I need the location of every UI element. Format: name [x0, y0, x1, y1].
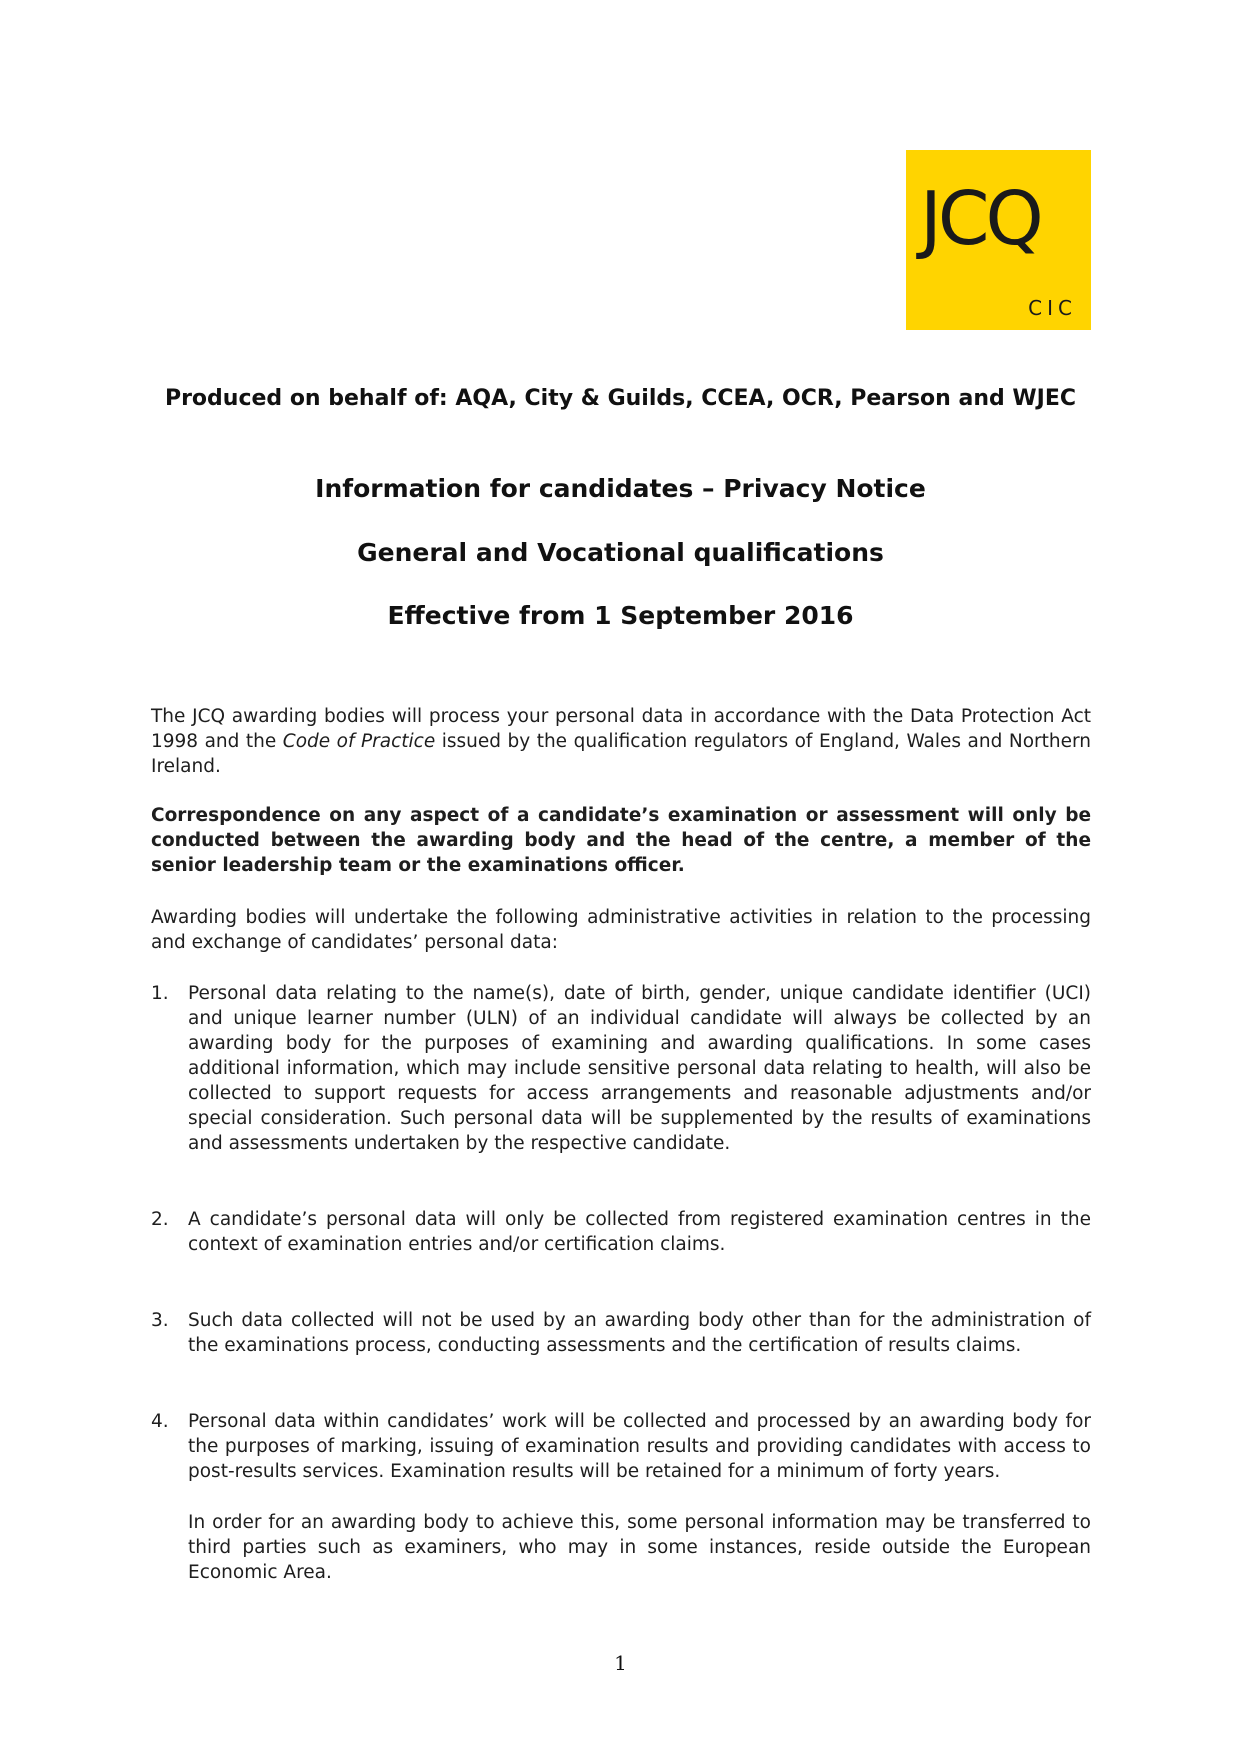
document-subtitle: General and Vocational qualifications: [357, 538, 884, 567]
correspondence-paragraph: Correspondence on any aspect of a candidate’s examination or assessment will only be conducted between the awarding body and the head of the centre, a member of the senior leadership team or the examinations officer.: [151, 805, 1091, 876]
activities-intro-paragraph: Awarding bodies will undertake the following administrative activities in relation to the processing and exchange of candidates’ personal data:: [151, 907, 1091, 953]
jcq-logo: [906, 150, 1091, 330]
list-item-text: A candidate’s personal data will only be collected from registered examination centres in the context of examination entries and/or certification claims.: [188, 1209, 1091, 1255]
effective-date: Effective from 1 September 2016: [387, 601, 854, 630]
list-item-text: Personal data relating to the name(s), date of birth, gender, unique candidate identifier (UCI) and unique learner number (ULN) of an individual candidate will always be collected by an awarding body for the purposes of examining and awarding qualifications. In some cases additional information, which may include sensitive personal data relating to health, will also be collected to support requests for access arrangements and reasonable adjustments and/or special consideration. Such personal data will be supplemented by the results of examinations and assessments undertaken by the respective candidate.: [188, 983, 1091, 1154]
list-item-number: 3.: [151, 1310, 169, 1331]
intro-text-end: issued by the qualification regulators of England, Wales and Northern Ireland.: [151, 731, 1092, 777]
logo-main-text: JCQ: [920, 176, 1040, 262]
page-number: 1: [614, 1651, 627, 1675]
logo-sub-text: CIC: [1028, 296, 1077, 320]
document-title: Information for candidates – Privacy Notice: [315, 474, 926, 503]
list-item-number: 1.: [151, 983, 169, 1004]
list-item-text: Such data collected will not be used by an awarding body other than for the administration of the examinations process, conducting assessments and the certification of results claims.: [188, 1310, 1091, 1356]
list-item-text: Personal data within candidates’ work will be collected and processed by an awarding body for the purposes of marking, issuing of examination results and providing candidates with access to post-results services. Examination results will be retained for a minimum of forty years.: [188, 1411, 1091, 1482]
intro-text-start: The JCQ awarding bodies will process your personal data in accordance with the Data Protection Act 1998 and the: [151, 706, 1091, 752]
intro-italic-reference: Code of Practice: [282, 731, 436, 752]
produced-on-behalf: Produced on behalf of: AQA, City & Guilds, CCEA, OCR, Pearson and WJEC: [164, 386, 1077, 411]
list-item-number: 2.: [151, 1209, 169, 1230]
intro-paragraph: [151, 704, 1091, 779]
list-item-number: 4.: [151, 1411, 169, 1432]
list-item-continuation: In order for an awarding body to achieve this, some personal information may be transferred to third parties such as examiners, who may in some instances, reside outside the European Economic Area.: [188, 1512, 1091, 1583]
